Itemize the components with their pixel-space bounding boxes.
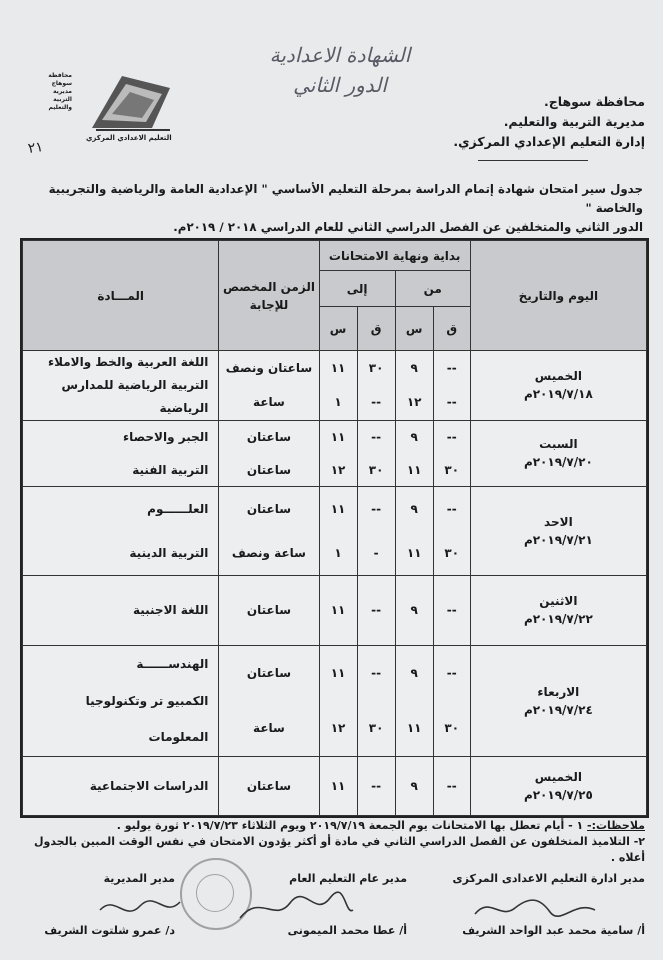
signature-mark-3-icon xyxy=(95,890,185,926)
schedule-row xyxy=(23,486,647,575)
cell-day-date xyxy=(470,576,646,646)
cell-to-s xyxy=(319,576,357,646)
note-2-cont: أعلاه . xyxy=(610,851,645,864)
header-range: بداية ونهاية الامتحانات xyxy=(319,241,470,271)
from-q-value: ٣٠ xyxy=(444,462,460,477)
duration-value: ساعة xyxy=(253,395,285,410)
day-date: ٢٠١٩/٧/٢٢م xyxy=(523,612,593,627)
to-q-value: -- xyxy=(371,502,382,517)
cell-duration xyxy=(219,645,319,756)
day-name: الخميس xyxy=(534,369,582,384)
header-to: إلى xyxy=(319,271,395,307)
from-s-value: ٩ xyxy=(410,502,418,517)
cell-to-s xyxy=(319,756,357,815)
cell-day-date xyxy=(470,645,646,756)
from-q-value: -- xyxy=(446,361,457,376)
cell-from-s xyxy=(395,351,433,421)
from-q-value: -- xyxy=(446,395,457,410)
to-q-value: ٣٠ xyxy=(368,721,384,736)
cell-day-date xyxy=(470,756,646,815)
cell-from-s xyxy=(395,756,433,815)
to-q-value: - xyxy=(373,546,379,561)
to-s-value: ١١ xyxy=(330,603,346,618)
from-s-value: ١٢ xyxy=(406,395,422,410)
cell-to-q xyxy=(357,645,395,756)
to-q-value: -- xyxy=(371,603,382,618)
to-s-value: ١١ xyxy=(330,666,346,681)
from-s-value: ٩ xyxy=(410,778,418,793)
signature-mark-1-icon xyxy=(470,890,600,926)
signature-title-1: مدير ادارة التعليم الاعدادى المركزى xyxy=(452,872,645,885)
to-s-value: ١١ xyxy=(330,502,346,517)
from-q-value: ٣٠ xyxy=(444,721,460,736)
header-from-minutes: ق xyxy=(433,307,470,351)
cell-from-s xyxy=(395,486,433,575)
subject-value: المعلومات xyxy=(148,730,209,745)
cell-duration xyxy=(219,486,319,575)
schedule-row xyxy=(23,756,647,815)
from-q-value: -- xyxy=(446,603,457,618)
header-from: من xyxy=(395,271,470,307)
duration-value: ساعتان ونصف xyxy=(225,361,313,376)
title-line-1: جدول سير امتحان شهادة إتمام الدراسة بمرحلة التعليم الأساسي " الإعدادية العامة والرياضية والتجريبية والخاصة " xyxy=(48,182,643,215)
from-s-value: ٩ xyxy=(410,603,418,618)
day-name: السبت xyxy=(539,437,578,452)
cell-from-q xyxy=(433,486,470,575)
letterhead-administration: إدارة التعليم الإعدادي المركزي. xyxy=(453,134,645,149)
document-title xyxy=(18,180,643,237)
cell-to-q xyxy=(357,420,395,486)
header-subject: المـــادة xyxy=(23,241,219,351)
to-s-value: ١١ xyxy=(330,361,346,376)
cell-to-s xyxy=(319,486,357,575)
header-from-hours: س xyxy=(395,307,433,351)
duration-value: ساعتان xyxy=(246,666,292,681)
cell-from-q xyxy=(433,351,470,421)
schedule-row xyxy=(23,351,647,421)
cell-to-q xyxy=(357,756,395,815)
to-s-value: ١١ xyxy=(330,429,346,444)
to-s-value: ١٢ xyxy=(330,721,346,736)
to-q-value: ٣٠ xyxy=(368,462,384,477)
subject-value: الكمبيو تر وتكنولوجيا xyxy=(85,693,209,708)
header-to-minutes: ق xyxy=(357,307,395,351)
letterhead xyxy=(385,92,645,152)
handwritten-line-2: الدور الثاني xyxy=(293,73,387,97)
to-q-value: -- xyxy=(371,778,382,793)
cell-subject xyxy=(23,351,219,421)
day-name: الاثنين xyxy=(539,594,578,609)
page-number: ٢١ xyxy=(26,139,45,157)
cell-subject xyxy=(23,576,219,646)
ministry-logo xyxy=(40,68,180,150)
to-q-value: -- xyxy=(371,429,382,444)
cell-duration xyxy=(219,756,319,815)
signature-title-3: مدير المديرية xyxy=(103,872,175,885)
from-s-value: ٩ xyxy=(410,429,418,444)
cell-duration xyxy=(219,420,319,486)
letterhead-directorate: مديرية التربية والتعليم. xyxy=(503,114,645,129)
duration-value: ساعتان xyxy=(246,462,292,477)
duration-value: ساعتان xyxy=(246,429,292,444)
schedule-table-frame xyxy=(20,238,649,818)
to-q-value: -- xyxy=(371,666,382,681)
subject-value: اللغة العربية والخط والاملاء xyxy=(47,355,209,370)
signature-title-2: مدير عام التعليم العام xyxy=(289,872,407,885)
from-s-value: ٩ xyxy=(410,666,418,681)
subject-value: التربية الفنية xyxy=(132,462,209,477)
schedule-table xyxy=(22,240,647,816)
duration-value: ساعة ونصف xyxy=(231,546,306,561)
day-date: ٢٠١٩/٧/٢٤م xyxy=(523,702,593,717)
cell-from-q xyxy=(433,645,470,756)
handwritten-note xyxy=(225,40,455,100)
from-q-value: -- xyxy=(446,502,457,517)
cell-from-q xyxy=(433,576,470,646)
schedule-row xyxy=(23,576,647,646)
subject-value: التربية الرياضية للمدارس xyxy=(61,378,209,393)
duration-value: ساعتان xyxy=(246,603,292,618)
from-s-value: ١١ xyxy=(406,546,422,561)
subject-value: الرياضية xyxy=(159,401,209,416)
from-s-value: ١١ xyxy=(406,721,422,736)
signature-name-3: د/ عمرو شلتوت الشريف xyxy=(44,924,175,937)
cell-duration xyxy=(219,576,319,646)
logo-caption: التعليم الاعدادي المركزي xyxy=(86,134,172,142)
cell-day-date xyxy=(470,486,646,575)
day-name: الاحد xyxy=(544,515,573,530)
duration-value: ساعتان xyxy=(246,778,292,793)
day-name: الخميس xyxy=(534,769,582,784)
subject-value: الهندســــــة xyxy=(136,657,209,672)
from-q-value: -- xyxy=(446,666,457,681)
cell-from-s xyxy=(395,420,433,486)
signature-mark-2-icon xyxy=(235,888,355,928)
letterhead-governorate: محافظة سوهاج. xyxy=(544,94,645,109)
cell-from-q xyxy=(433,756,470,815)
cell-to-q xyxy=(357,351,395,421)
to-s-value: ١١ xyxy=(330,778,346,793)
note-1: ١ - أيام تعطل بها الامتحانات يوم الجمعة ٢٠١٩/٧/١٩ ويوم الثلاثاء ٢٠١٩/٧/٢٣ ثورة يوليو . xyxy=(116,819,584,832)
cell-from-s xyxy=(395,576,433,646)
from-q-value: -- xyxy=(446,429,457,444)
cell-day-date xyxy=(470,351,646,421)
from-q-value: -- xyxy=(446,778,457,793)
subject-value: العلــــــوم xyxy=(147,502,209,517)
from-s-value: ٩ xyxy=(410,361,418,376)
schedule-body xyxy=(23,351,647,816)
cell-from-q xyxy=(433,420,470,486)
cell-subject xyxy=(23,645,219,756)
schedule-row xyxy=(23,645,647,756)
cell-to-s xyxy=(319,645,357,756)
cell-subject xyxy=(23,486,219,575)
to-q-value: ٣٠ xyxy=(368,361,384,376)
to-s-value: ١ xyxy=(334,546,342,561)
cell-to-s xyxy=(319,420,357,486)
day-date: ٢٠١٩/٧/٢٥م xyxy=(523,787,593,802)
cell-duration xyxy=(219,351,319,421)
cell-from-s xyxy=(395,645,433,756)
signature-name-1: أ/ سامية محمد عبد الواحد الشريف xyxy=(462,924,645,937)
to-s-value: ١٢ xyxy=(330,462,346,477)
to-s-value: ١ xyxy=(334,395,342,410)
to-q-value: -- xyxy=(371,395,382,410)
day-date: ٢٠١٩/٧/١٨م xyxy=(523,387,593,402)
schedule-row xyxy=(23,420,647,486)
day-date: ٢٠١٩/٧/٢٠م xyxy=(523,455,593,470)
duration-value: ساعة xyxy=(253,721,285,736)
duration-value: ساعتان xyxy=(246,502,292,517)
cell-to-q xyxy=(357,576,395,646)
book-emblem-icon xyxy=(82,68,178,134)
note-2: ٢- التلاميذ المتخلفون عن الفصل الدراسي الثاني في مادة أو أكثر يؤدون الامتحان في نفس الوقت المبين بالجدول xyxy=(33,835,645,848)
from-q-value: ٣٠ xyxy=(444,546,460,561)
notes xyxy=(15,818,645,866)
letterhead-divider xyxy=(478,160,588,161)
subject-value: اللغة الاجنبية xyxy=(132,603,209,618)
subject-value: الجبر والاحصاء xyxy=(122,429,209,444)
cell-subject xyxy=(23,420,219,486)
from-s-value: ١١ xyxy=(406,462,422,477)
cell-to-s xyxy=(319,351,357,421)
title-line-2: الدور الثاني والمتخلفين عن الفصل الدراسي الثاني للعام الدراسي ٢٠١٨ / ٢٠١٩م. xyxy=(173,220,643,234)
cell-day-date xyxy=(470,420,646,486)
logo-text: محافظة سوهاج مديرية التربية والتعليم xyxy=(48,72,72,111)
header-day-date: اليوم والتاريخ xyxy=(470,241,646,351)
header-to-hours: س xyxy=(319,307,357,351)
cell-subject xyxy=(23,756,219,815)
header-duration: الزمن المخصص للإجابة xyxy=(219,241,319,351)
day-date: ٢٠١٩/٧/٢١م xyxy=(523,533,593,548)
cell-to-q xyxy=(357,486,395,575)
handwritten-line-1: الشهادة الاعدادية xyxy=(269,43,411,67)
day-name: الاربعاء xyxy=(537,684,580,699)
subject-value: الدراسات الاجتماعية xyxy=(89,778,209,793)
subject-value: التربية الدينية xyxy=(129,546,209,561)
signature-name-2: أ/ عطا محمد الميمونى xyxy=(287,924,407,937)
notes-label: ملاحظات:- xyxy=(587,819,645,832)
